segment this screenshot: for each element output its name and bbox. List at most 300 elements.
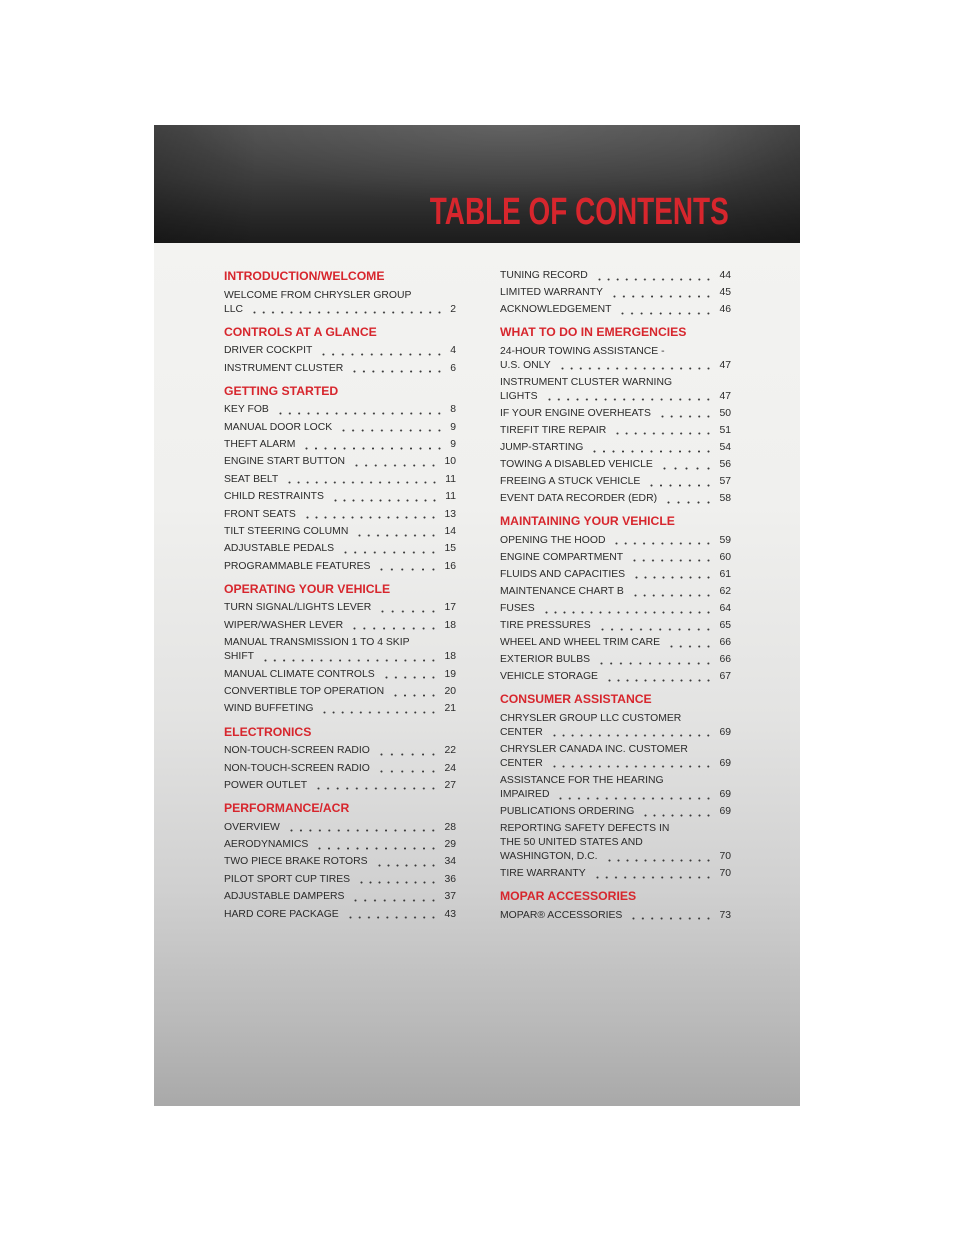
toc-entry-text: REPORTING SAFETY DEFECTS IN bbox=[500, 823, 670, 835]
dot-leader bbox=[667, 636, 713, 650]
page-number: 73 bbox=[719, 909, 731, 921]
toc-entry-text: CHRYSLER GROUP LLC CUSTOMER bbox=[500, 712, 682, 724]
page-number: 54 bbox=[719, 441, 731, 453]
dot-leader bbox=[612, 534, 713, 548]
page-number: 10 bbox=[444, 456, 456, 468]
toc-entry-text: TIREFIT TIRE REPAIR bbox=[500, 424, 607, 436]
dot-leader bbox=[331, 490, 439, 504]
toc-entry bbox=[224, 455, 456, 469]
dot-leader bbox=[261, 650, 438, 664]
toc-entry bbox=[500, 345, 731, 373]
page-number: 21 bbox=[444, 703, 456, 715]
toc-entry-text: U.S. ONLY bbox=[500, 359, 551, 371]
page-number: 47 bbox=[719, 359, 731, 371]
title-banner bbox=[154, 125, 800, 243]
page-number: 4 bbox=[450, 345, 456, 357]
toc-entry-line bbox=[224, 455, 456, 469]
toc-entry bbox=[500, 909, 731, 923]
dot-leader bbox=[629, 909, 713, 923]
toc-entry bbox=[500, 534, 731, 548]
toc-entry-text: MANUAL TRANSMISSION 1 TO 4 SKIP bbox=[224, 637, 410, 649]
toc-entry bbox=[224, 744, 456, 758]
dot-leader bbox=[351, 890, 438, 904]
toc-entry-line bbox=[224, 619, 456, 633]
page-number: 56 bbox=[719, 459, 731, 471]
toc-entry-text: NON-TOUCH-SCREEN RADIO bbox=[224, 745, 370, 757]
page-number: 16 bbox=[444, 560, 456, 572]
toc-entry-text: THEFT ALARM bbox=[224, 439, 296, 451]
toc-entry bbox=[500, 568, 731, 582]
dot-leader bbox=[658, 407, 714, 421]
dot-leader bbox=[593, 867, 714, 881]
toc-entry-line bbox=[500, 345, 731, 359]
dot-leader bbox=[631, 585, 714, 599]
toc-entry bbox=[500, 585, 731, 599]
toc-entry-line bbox=[500, 836, 731, 850]
toc-entry bbox=[500, 376, 731, 404]
toc-entry-line bbox=[500, 568, 731, 582]
toc-entry-line bbox=[500, 492, 731, 506]
toc-entry-line bbox=[224, 636, 456, 650]
dot-leader bbox=[357, 873, 438, 887]
page-number: 18 bbox=[444, 619, 456, 631]
toc-entry-text: LIMITED WARRANTY bbox=[500, 287, 603, 299]
toc-entry-line bbox=[500, 424, 731, 438]
toc-entry-line bbox=[224, 762, 456, 776]
toc-entry-text: MANUAL DOOR LOCK bbox=[224, 421, 333, 433]
dot-leader bbox=[315, 838, 438, 852]
toc-entry-text: LLC bbox=[224, 303, 244, 315]
toc-section bbox=[224, 379, 456, 577]
toc-entry-text: JUMP-STARTING bbox=[500, 441, 584, 453]
toc-entry bbox=[224, 702, 456, 716]
toc-entry-line bbox=[500, 376, 731, 390]
page-number: 69 bbox=[719, 788, 731, 800]
page-number: 11 bbox=[445, 473, 456, 485]
dot-leader bbox=[558, 359, 714, 373]
toc-entry-text: CONVERTIBLE TOP OPERATION bbox=[224, 686, 385, 698]
toc-entry bbox=[224, 289, 456, 317]
toc-entry bbox=[224, 403, 456, 417]
toc-entry-text: INSTRUMENT CLUSTER WARNING bbox=[500, 376, 673, 388]
toc-entry-text: PILOT SPORT CUP TIRES bbox=[224, 873, 351, 885]
toc-entry bbox=[224, 855, 456, 869]
toc-entry-line bbox=[224, 362, 456, 376]
toc-entry bbox=[224, 438, 456, 452]
toc-entry bbox=[224, 821, 456, 835]
dot-leader bbox=[545, 390, 714, 404]
toc-entry-text: CHILD RESTRAINTS bbox=[224, 491, 324, 503]
toc-entry-line bbox=[500, 551, 731, 565]
toc-entry-line bbox=[224, 855, 456, 869]
toc-entry-line bbox=[500, 602, 731, 616]
toc-entry-text: DRIVER COCKPIT bbox=[224, 345, 313, 357]
toc-entry-line bbox=[500, 441, 731, 455]
toc-entry-line bbox=[500, 726, 731, 740]
toc-entry bbox=[500, 458, 731, 472]
toc-entry-line bbox=[224, 702, 456, 716]
page-number: 18 bbox=[444, 651, 456, 663]
section-heading: MOPAR ACCESSORIES bbox=[500, 889, 637, 904]
toc-entry-line bbox=[500, 653, 731, 667]
section-heading: PERFORMANCE/ACR bbox=[224, 801, 350, 816]
section-heading: GETTING STARTED bbox=[224, 383, 339, 398]
toc-entry-text: WELCOME FROM CHRYSLER GROUP bbox=[224, 289, 412, 301]
page-number: 47 bbox=[719, 390, 731, 402]
toc-entry bbox=[500, 822, 731, 864]
toc-entry bbox=[224, 668, 456, 682]
toc-entry-text: ENGINE COMPARTMENT bbox=[500, 551, 624, 563]
toc-entry-text: ASSISTANCE FOR THE HEARING bbox=[500, 774, 664, 786]
page-number: 13 bbox=[444, 508, 456, 520]
toc-entry bbox=[500, 492, 731, 506]
dot-leader bbox=[550, 726, 714, 740]
toc-entry-text: POWER OUTLET bbox=[224, 779, 308, 791]
toc-entry-line bbox=[224, 838, 456, 852]
dot-leader bbox=[605, 670, 713, 684]
toc-entry bbox=[224, 908, 456, 922]
toc-entry-text: TUNING RECORD bbox=[500, 270, 588, 281]
toc-section bbox=[224, 268, 456, 320]
dot-leader bbox=[285, 473, 439, 487]
toc-entry bbox=[500, 743, 731, 771]
toc-entry bbox=[224, 685, 456, 699]
toc-entry bbox=[224, 873, 456, 887]
toc-entry-line bbox=[224, 542, 456, 556]
page-number: 29 bbox=[444, 838, 456, 850]
dot-leader bbox=[641, 805, 713, 819]
page-number: 14 bbox=[444, 526, 456, 537]
dot-leader bbox=[377, 560, 438, 574]
page-number: 20 bbox=[444, 686, 456, 698]
page-number: 46 bbox=[719, 304, 731, 316]
page-number: 36 bbox=[444, 873, 456, 885]
toc-entry-line bbox=[500, 269, 731, 283]
page-number: 70 bbox=[719, 851, 731, 863]
page-number: 8 bbox=[450, 404, 456, 416]
toc-section bbox=[224, 720, 456, 796]
toc-entry bbox=[500, 670, 731, 684]
toc-entry bbox=[500, 475, 731, 489]
toc-entry-line bbox=[500, 670, 731, 684]
page-number: 65 bbox=[719, 620, 731, 632]
toc-entry bbox=[224, 421, 456, 435]
toc-entry-line bbox=[224, 473, 456, 487]
page-number: 34 bbox=[444, 856, 456, 868]
page-number: 60 bbox=[719, 551, 731, 563]
toc-entry-text: MAINTENANCE CHART B bbox=[500, 585, 624, 597]
toc-entry-line bbox=[500, 757, 731, 771]
dot-leader bbox=[613, 424, 713, 438]
toc-entry-text: 24-HOUR TOWING ASSISTANCE - bbox=[500, 345, 665, 357]
dot-leader bbox=[377, 762, 439, 776]
toc-section bbox=[224, 577, 456, 720]
toc-section bbox=[500, 509, 731, 687]
page-number: 51 bbox=[719, 424, 731, 436]
dot-leader bbox=[632, 568, 713, 582]
toc-entry bbox=[224, 779, 456, 793]
toc-section bbox=[500, 687, 731, 884]
toc-entry bbox=[224, 362, 456, 376]
page-number: 66 bbox=[719, 637, 731, 649]
toc-entry-text: TURN SIGNAL/LIGHTS LEVER bbox=[224, 602, 372, 614]
dot-leader bbox=[352, 455, 438, 469]
toc-entry-text: FLUIDS AND CAPACITIES bbox=[500, 568, 626, 580]
toc-entry-line bbox=[500, 867, 731, 881]
page-number: 45 bbox=[719, 287, 731, 299]
toc-entry-text: NON-TOUCH-SCREEN RADIO bbox=[224, 762, 370, 774]
toc-entry-text: AERODYNAMICS bbox=[224, 838, 309, 850]
dot-leader bbox=[660, 458, 714, 472]
page-number: 69 bbox=[719, 726, 731, 738]
toc-entry bbox=[500, 407, 731, 421]
dot-leader bbox=[618, 303, 713, 317]
section-heading: OPERATING YOUR VEHICLE bbox=[224, 581, 391, 596]
toc-entry-text: FRONT SEATS bbox=[224, 508, 296, 520]
dot-leader bbox=[382, 668, 439, 682]
toc-entry-line bbox=[224, 508, 456, 522]
toc-entry-text: SHIFT bbox=[224, 651, 255, 663]
toc-entry-line bbox=[500, 359, 731, 373]
toc-entry-text: VEHICLE STORAGE bbox=[500, 671, 598, 683]
toc-entry-text: LIGHTS bbox=[500, 390, 538, 402]
toc-entry-line bbox=[500, 788, 731, 802]
section-heading: INTRODUCTION/WELCOME bbox=[224, 269, 385, 283]
page-number: 28 bbox=[444, 821, 456, 833]
page-number: 64 bbox=[719, 603, 731, 614]
toc-entry-line bbox=[224, 438, 456, 452]
dot-leader bbox=[550, 757, 714, 771]
toc-entry-line bbox=[224, 685, 456, 699]
toc-entry bbox=[224, 473, 456, 487]
toc-entry bbox=[500, 286, 731, 300]
page-number: 58 bbox=[719, 493, 731, 505]
toc-entry-text: CENTER bbox=[500, 726, 543, 738]
toc-entry-text: PROGRAMMABLE FEATURES bbox=[224, 560, 371, 572]
toc-entry-line bbox=[224, 303, 456, 317]
toc-entry-text: OVERVIEW bbox=[224, 821, 280, 833]
toc-entry-line bbox=[500, 407, 731, 421]
toc-entry-line bbox=[500, 712, 731, 726]
toc-entry-text: TILT STEERING COLUMN bbox=[224, 526, 349, 537]
toc-entry-line bbox=[500, 534, 731, 548]
toc-entry-line bbox=[500, 585, 731, 599]
toc-entry-text: HARD CORE PACKAGE bbox=[224, 908, 339, 920]
page-number: 57 bbox=[719, 476, 731, 488]
toc-entry bbox=[500, 712, 731, 740]
toc-entry bbox=[224, 890, 456, 904]
toc-entry-text: EXTERIOR BULBS bbox=[500, 654, 591, 666]
toc-entry-line bbox=[224, 890, 456, 904]
page-number: 15 bbox=[444, 543, 456, 555]
toc-entry-line bbox=[500, 743, 731, 757]
toc-entry-line bbox=[500, 909, 731, 923]
toc-entry bbox=[224, 344, 456, 358]
page-number: 66 bbox=[719, 654, 731, 666]
toc-section bbox=[500, 269, 731, 320]
dot-leader bbox=[377, 744, 439, 758]
toc-entry-line bbox=[224, 560, 456, 574]
toc-entry-text: TOWING A DISABLED VEHICLE bbox=[500, 459, 653, 471]
dot-leader bbox=[630, 551, 713, 565]
dot-leader bbox=[320, 702, 438, 716]
toc-entry-line bbox=[224, 668, 456, 682]
toc-entry bbox=[500, 269, 731, 283]
page-title: TABLE OF CONTENTS bbox=[430, 191, 729, 233]
toc-entry-line bbox=[224, 779, 456, 793]
toc-entry bbox=[224, 525, 456, 539]
toc-entry bbox=[224, 838, 456, 852]
page-number: 27 bbox=[444, 779, 456, 791]
dot-leader bbox=[542, 602, 714, 616]
toc-entry bbox=[500, 303, 731, 317]
page-number: 37 bbox=[444, 891, 456, 903]
toc-entry-text: SEAT BELT bbox=[224, 473, 279, 485]
toc-entry-line bbox=[224, 650, 456, 664]
toc-entry-line bbox=[500, 774, 731, 788]
page-number: 22 bbox=[444, 745, 456, 757]
toc-column-left bbox=[224, 268, 456, 925]
dot-leader bbox=[355, 525, 438, 539]
dot-leader bbox=[341, 542, 438, 556]
toc-section bbox=[500, 884, 731, 925]
toc-entry bbox=[500, 636, 731, 650]
toc-entry-text: CENTER bbox=[500, 757, 543, 769]
dot-leader bbox=[597, 653, 713, 667]
toc-entry-text: FREEING A STUCK VEHICLE bbox=[500, 476, 641, 488]
toc-entry bbox=[224, 636, 456, 664]
toc-entry-line bbox=[224, 421, 456, 435]
toc-entry-line bbox=[224, 908, 456, 922]
toc-entry-text: MANUAL CLIMATE CONTROLS bbox=[224, 668, 375, 680]
page-number: 69 bbox=[719, 806, 731, 818]
toc-entry-line bbox=[500, 458, 731, 472]
toc-entry bbox=[500, 424, 731, 438]
toc-entry bbox=[224, 508, 456, 522]
dot-leader bbox=[250, 303, 444, 317]
page-number: 70 bbox=[719, 868, 731, 880]
toc-entry bbox=[224, 560, 456, 574]
toc-column-right bbox=[500, 269, 731, 926]
dot-leader bbox=[287, 821, 439, 835]
toc-section bbox=[224, 320, 456, 379]
dot-leader bbox=[664, 492, 713, 506]
toc-entry-text: ENGINE START BUTTON bbox=[224, 456, 346, 468]
dot-leader bbox=[302, 438, 444, 452]
toc-entry bbox=[224, 619, 456, 633]
toc-entry bbox=[500, 867, 731, 881]
page-number: 61 bbox=[719, 568, 731, 580]
toc-entry-text: ADJUSTABLE PEDALS bbox=[224, 543, 335, 555]
toc-entry-text: ADJUSTABLE DAMPERS bbox=[224, 891, 345, 903]
section-heading: CONTROLS AT A GLANCE bbox=[224, 324, 377, 339]
dot-leader bbox=[605, 850, 714, 864]
section-heading: MAINTAINING YOUR VEHICLE bbox=[500, 514, 675, 529]
toc-entry-text: THE 50 UNITED STATES AND bbox=[500, 837, 643, 849]
page-number: 24 bbox=[444, 762, 456, 774]
page-number: 9 bbox=[450, 439, 456, 451]
toc-entry bbox=[224, 762, 456, 776]
section-heading: WHAT TO DO IN EMERGENCIES bbox=[500, 325, 687, 340]
page-number: 69 bbox=[719, 757, 731, 769]
toc-entry bbox=[224, 542, 456, 556]
toc-entry-line bbox=[224, 873, 456, 887]
dot-leader bbox=[350, 619, 438, 633]
toc-entry bbox=[500, 805, 731, 819]
page-number: 11 bbox=[445, 491, 456, 503]
dot-leader bbox=[350, 362, 444, 376]
dot-leader bbox=[339, 421, 444, 435]
toc-entry-text: INSTRUMENT CLUSTER bbox=[224, 362, 344, 374]
dot-leader bbox=[303, 508, 439, 522]
toc-entry-text: ACKNOWLEDGEMENT bbox=[500, 304, 612, 316]
toc-entry-text: EVENT DATA RECORDER (EDR) bbox=[500, 493, 658, 505]
toc-entry-text: WHEEL AND WHEEL TRIM CARE bbox=[500, 637, 661, 649]
toc-entry-text: MOPAR® ACCESSORIES bbox=[500, 909, 623, 921]
toc-entry-text: FUSES bbox=[500, 603, 535, 614]
section-heading: ELECTRONICS bbox=[224, 724, 312, 739]
dot-leader bbox=[647, 475, 713, 489]
toc-entry bbox=[224, 490, 456, 504]
dot-leader bbox=[314, 779, 438, 793]
toc-entry-line bbox=[224, 821, 456, 835]
toc-entry bbox=[500, 602, 731, 616]
toc-entry-line bbox=[500, 822, 731, 836]
page-number: 19 bbox=[444, 668, 456, 680]
toc-entry-line bbox=[500, 303, 731, 317]
toc-entry-text: TIRE PRESSURES bbox=[500, 620, 591, 632]
dot-leader bbox=[556, 788, 713, 802]
toc-entry-line bbox=[500, 475, 731, 489]
page-number: 2 bbox=[450, 303, 456, 315]
section-heading: CONSUMER ASSISTANCE bbox=[500, 692, 652, 707]
toc-entry-line bbox=[224, 403, 456, 417]
toc-entry-line bbox=[224, 744, 456, 758]
page-number: 6 bbox=[450, 362, 456, 374]
toc-section bbox=[500, 320, 731, 509]
dot-leader bbox=[276, 403, 444, 417]
toc-entry-text: WIND BUFFETING bbox=[224, 703, 314, 715]
page-number: 43 bbox=[444, 908, 456, 920]
toc-entry bbox=[500, 619, 731, 633]
toc-entry-text: PUBLICATIONS ORDERING bbox=[500, 806, 635, 818]
toc-entry-line bbox=[224, 344, 456, 358]
dot-leader bbox=[378, 601, 438, 615]
dot-leader bbox=[319, 344, 444, 358]
page-number: 9 bbox=[450, 421, 456, 433]
page-number: 62 bbox=[719, 585, 731, 597]
toc-entry-line bbox=[500, 805, 731, 819]
toc-entry-line bbox=[500, 390, 731, 404]
toc-entry-text: IMPAIRED bbox=[500, 788, 550, 800]
toc-entry-text: TWO PIECE BRAKE ROTORS bbox=[224, 856, 368, 868]
page-number: 50 bbox=[719, 407, 731, 419]
dot-leader bbox=[610, 286, 713, 300]
toc-entry-line bbox=[224, 490, 456, 504]
dot-leader bbox=[595, 269, 714, 283]
toc-entry-line bbox=[224, 525, 456, 539]
dot-leader bbox=[375, 855, 439, 869]
toc-entry-text: OPENING THE HOOD bbox=[500, 534, 606, 546]
page-number: 44 bbox=[719, 270, 731, 281]
toc-entry bbox=[500, 653, 731, 667]
dot-leader bbox=[391, 685, 438, 699]
toc-entry-text: KEY FOB bbox=[224, 404, 269, 416]
dot-leader bbox=[598, 619, 714, 633]
toc-entry-line bbox=[500, 619, 731, 633]
toc-entry-line bbox=[224, 289, 456, 303]
toc-entry-text: TIRE WARRANTY bbox=[500, 868, 586, 880]
